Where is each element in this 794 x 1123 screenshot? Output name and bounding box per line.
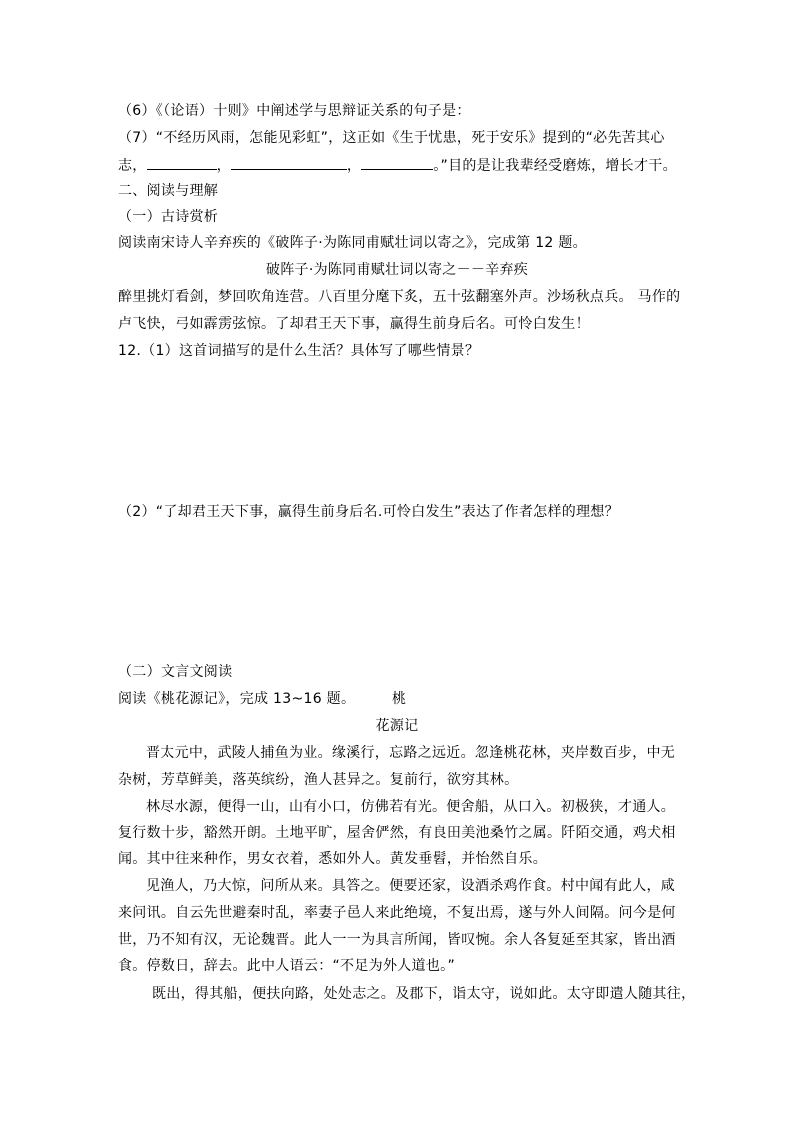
article-line-7: 来问讯。自云先世避秦时乱，率妻子邑人来此绝境，不复出焉，遂与外人间隔。问今是何 [118,905,676,921]
subsection-heading-classical: （二）文言文阅读 [118,664,233,680]
question-12-2: （2）“了却君王天下事，赢得生前身后名.可怜白发生”表达了作者怎样的理想？ [118,504,619,520]
question-6: （6）《（论语）十则》中阐述学与思辩证关系的句子是： [118,103,471,119]
q7-text-start: 志， [118,158,147,174]
article-line-9: 食。停数日，辞去。此中人语云：“不足为外人道也。” [118,958,456,974]
classical-instruction: 阅读《桃花源记》，完成 13~16 题。 [118,691,356,707]
article-line-8: 世，乃不知有汉，无论魏晋。此人一一为具言所闻，皆叹惋。余人各复延至其家，皆出酒 [118,932,676,948]
question-12-1: 12.（1）这首词描写的是什么生活？具体写了哪些情景？ [118,343,480,359]
poem-title: 破阵子·为陈同甫赋壮词以寄之－－辛弃疾 [265,262,529,278]
poem-line-2: 卢飞快，弓如霹雳弦惊。了却君王天下事，赢得生前身后名。可怜白发生！ [118,316,590,332]
article-line-2: 杂树，芳草鲜美，落英缤纷，渔人甚异之。复前行，欲穷其林。 [118,772,519,788]
article-line-3: 林尽水源，便得一山，山有小口，仿佛若有光。便舍船，从口入。初极狭，才通人。 [146,799,676,815]
section-heading-2: 二、阅读与理解 [118,183,219,199]
article-line-6: 见渔人，乃大惊，问所从来。具答之。便要还家，设酒杀鸡作食。村中闻有此人，咸 [146,878,676,894]
article-title-part-1: 桃 [392,691,407,707]
poetry-instruction: 阅读南宋诗人辛弃疾的《破阵子·为陈同甫赋壮词以寄之》，完成第 12 题。 [118,235,587,251]
article-line-4: 复行数十步，豁然开朗。土地平旷，屋舍俨然，有良田美池桑竹之属。阡陌交通，鸡犬相 [118,825,676,841]
answer-blank-1[interactable] [147,155,217,170]
poem-line-1: 醉里挑灯看剑，梦回吹角连营。八百里分麾下炙，五十弦翻塞外声。沙场秋点兵。 马作的 [118,289,681,305]
answer-blank-2[interactable] [231,155,347,170]
question-7-line-2 [118,155,677,176]
q7-separator-1: ， [216,158,231,174]
answer-blank-3[interactable] [361,155,433,170]
article-line-5: 闻。其中往来种作，男女衣着，悉如外人。黄发垂髫，并怡然自乐。 [118,851,547,867]
question-7-line-1: （7）“不经历风雨，怎能见彩虹”，这正如《生于忧患，死于安乐》提到的“必先苦其心 [118,130,665,146]
article-title-part-2: 花源记 [375,718,419,734]
article-line-10: 既出，得其船，便扶向路，处处志之。及郡下，诣太守，说如此。太守即遣人随其往， [152,986,696,1002]
q7-separator-2: ， [346,158,362,174]
article-line-1: 晋太元中，武陵人捕鱼为业。缘溪行，忘路之远近。忽逢桃花林，夹岸数百步，中无 [146,745,676,761]
subsection-heading-poetry: （一）古诗赏析 [118,209,219,225]
q7-text-end: 。”目的是让我辈经受磨炼，增长才干。 [433,158,677,174]
